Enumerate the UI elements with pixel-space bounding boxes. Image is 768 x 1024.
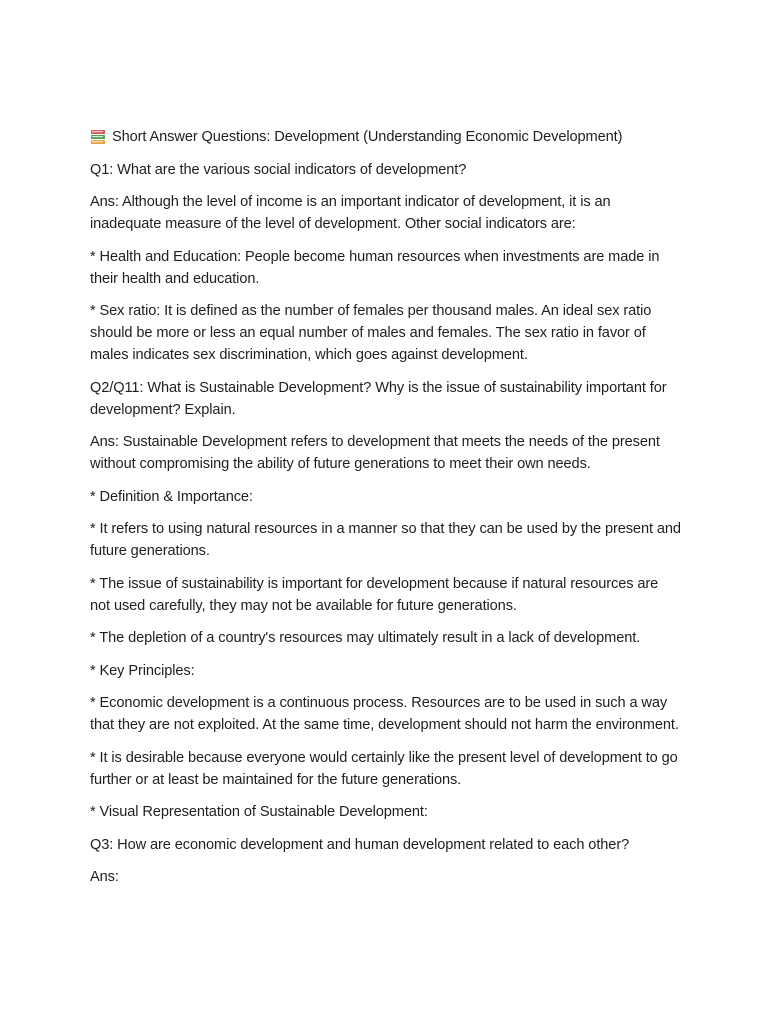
bullet-key-principles: * Key Principles: [90,662,195,679]
document-title: Short Answer Questions: Development (Understanding Economic Development) [112,129,623,145]
books-icon [90,129,106,145]
sub-bullet-natural-resources: * It refers to using natural resources in a manner so that they can be used by the present and future generations. [90,521,681,559]
answer-2: Ans: Sustainable Development refers to development that meets the needs of the present without compromising the ability of future generations to meet their own needs. [90,434,660,472]
sub-bullet-continuous-process: * Economic development is a continuous process. Resources are to be used in such a way that they are not exploited. At the same time, development should not harm the environment. [90,695,679,733]
question-1: Q1: What are the various social indicators of development? [90,161,467,178]
bullet-health-education: * Health and Education: People become human resources when investments are made in their health and education. [90,248,660,287]
bullet-visual-representation: * Visual Representation of Sustainable Development: [90,804,428,820]
document-title-line [90,126,682,148]
sub-bullet-sustainability-issue: * The issue of sustainability is important for development because if natural resources are not used carefully, they may not be available for future generations. [90,575,659,614]
document-page [90,126,682,899]
answer-3: Ans: [90,869,119,885]
answer-1: Ans: Although the level of income is an important indicator of development, it is an inadequate measure of the level of development. Other social indicators are: [90,194,611,232]
question-3: Q3: How are economic development and human development related to each other? [90,836,630,853]
bullet-definition-importance: * Definition & Importance: [90,488,253,505]
sub-bullet-depletion: * The depletion of a country's resources may ultimately result in a lack of development. [90,630,641,646]
question-2: Q2/Q11: What is Sustainable Development? Why is the issue of sustainability important for development? Explain. [90,379,667,418]
sub-bullet-desirable: * It is desirable because everyone would certainly like the present level of development to go further or at least be maintained for the future generations. [90,749,678,788]
bullet-sex-ratio: * Sex ratio: It is defined as the number of females per thousand males. An ideal sex ratio should be more or less an equal number of males and females. The sex ratio in favor of males indicates sex discrimination, which goes against development. [90,303,652,363]
